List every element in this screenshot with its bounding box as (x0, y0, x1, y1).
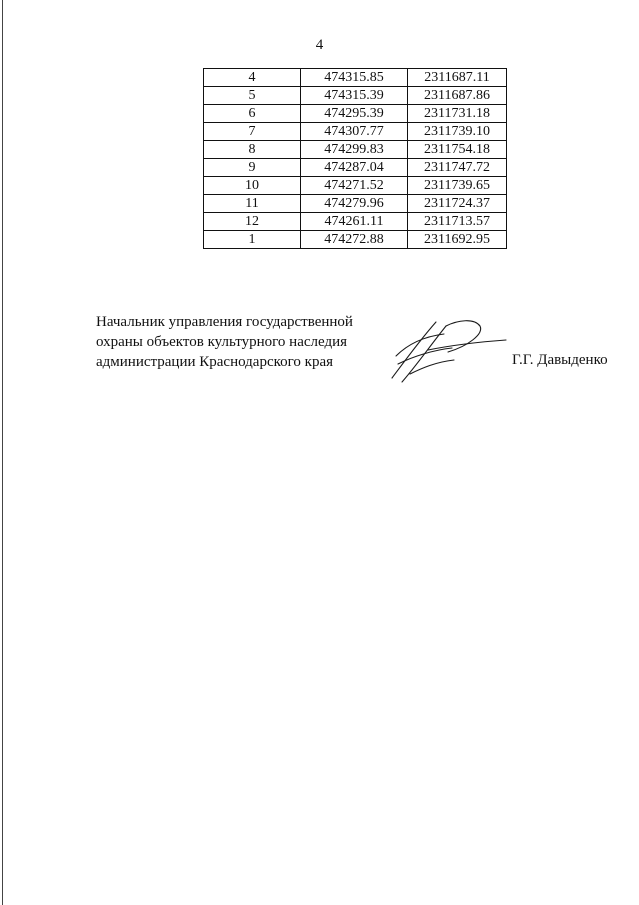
official-position (96, 312, 353, 372)
point-number-cell: 11 (204, 195, 301, 213)
table-row (204, 159, 507, 177)
x-coordinate-cell: 474295.39 (301, 105, 408, 123)
y-coordinate-cell: 2311739.10 (408, 123, 507, 141)
point-number-cell: 12 (204, 213, 301, 231)
page-number: 4 (315, 37, 324, 53)
x-coordinate-cell: 474299.83 (301, 141, 408, 159)
x-coordinate-cell: 474287.04 (301, 159, 408, 177)
x-coordinate-cell: 474307.77 (301, 123, 408, 141)
y-coordinate-cell: 2311747.72 (408, 159, 507, 177)
table-row (204, 213, 507, 231)
y-coordinate-cell: 2311687.11 (408, 69, 507, 87)
y-coordinate-cell: 2311687.86 (408, 87, 507, 105)
point-number-cell: 4 (204, 69, 301, 87)
y-coordinate-cell: 2311731.18 (408, 105, 507, 123)
table-row (204, 123, 507, 141)
table-row (204, 105, 507, 123)
y-coordinate-cell: 2311692.95 (408, 231, 507, 249)
table-row (204, 69, 507, 87)
y-coordinate-cell: 2311724.37 (408, 195, 507, 213)
point-number-cell: 1 (204, 231, 301, 249)
table-row (204, 177, 507, 195)
point-number-cell: 5 (204, 87, 301, 105)
y-coordinate-cell: 2311739.65 (408, 177, 507, 195)
x-coordinate-cell: 474279.96 (301, 195, 408, 213)
handwritten-signature (388, 316, 508, 384)
x-coordinate-cell: 474315.39 (301, 87, 408, 105)
signer-name: Г.Г. Давыденко (512, 352, 608, 368)
y-coordinate-cell: 2311754.18 (408, 141, 507, 159)
point-number-cell: 9 (204, 159, 301, 177)
point-number-cell: 10 (204, 177, 301, 195)
x-coordinate-cell: 474315.85 (301, 69, 408, 87)
point-number-cell: 6 (204, 105, 301, 123)
table-row (204, 87, 507, 105)
x-coordinate-cell: 474261.11 (301, 213, 408, 231)
table-row (204, 195, 507, 213)
x-coordinate-cell: 474271.52 (301, 177, 408, 195)
position-line: Начальник управления государственной (96, 314, 353, 330)
table-row (204, 231, 507, 249)
page-left-edge (2, 0, 3, 905)
point-number-cell: 8 (204, 141, 301, 159)
table-row (204, 141, 507, 159)
point-number-cell: 7 (204, 123, 301, 141)
position-line: охраны объектов культурного наследия (96, 334, 348, 350)
x-coordinate-cell: 474272.88 (301, 231, 408, 249)
position-line: администрации Краснодарского края (96, 354, 334, 370)
y-coordinate-cell: 2311713.57 (408, 213, 507, 231)
coordinates-table (203, 68, 507, 249)
